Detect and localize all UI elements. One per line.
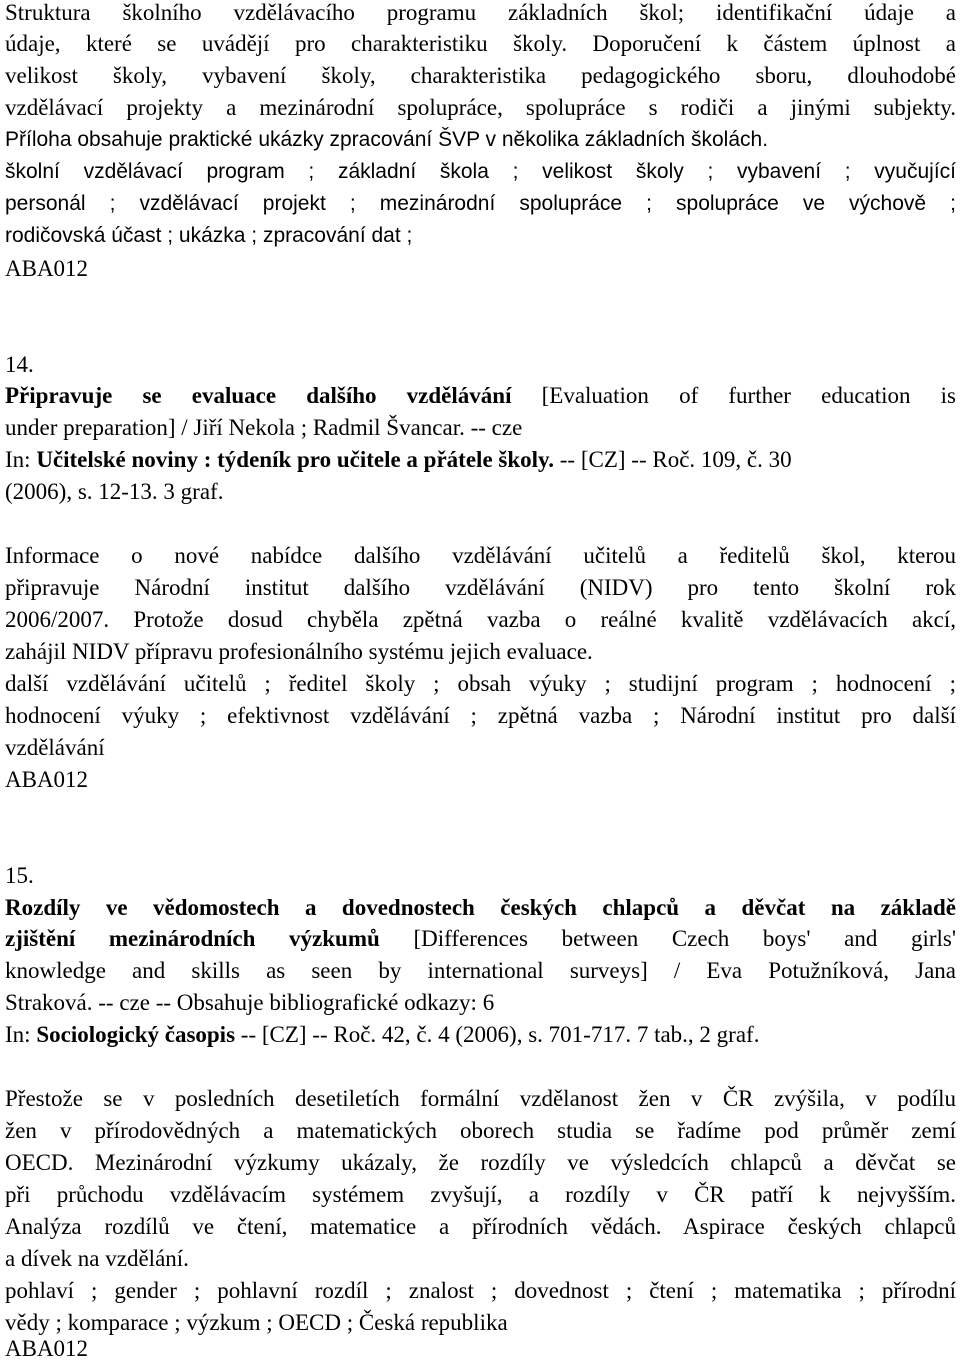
record-code: ABA012 <box>5 767 89 792</box>
keywords-line: vědy ; komparace ; výzkum ; OECD ; Česká republika <box>5 1310 508 1335</box>
abstract-line: při průchodu vzdělávacím systémem zvyšují, a rozdíly v ČR patří k nejvyšším. <box>5 1182 956 1207</box>
prev-abstract-line: Struktura školního vzdělávacího programu základních škol; identifikační údaje a <box>5 0 956 25</box>
record-title-line <box>5 380 956 412</box>
abstract-line: OECD. Mezinárodní výzkumy ukázaly, že rozdíly ve výsledcích chlapců a děvčat se <box>5 1150 956 1175</box>
journal-title: Sociologický časopis <box>36 1022 236 1047</box>
prev-keywords-line: personál ; vzdělávací projekt ; mezinárodní spolupráce ; spolupráce ve výchově ; <box>5 192 956 215</box>
prev-abstract-line: velikost školy, vybavení školy, charakteristika pedagogického sboru, dlouhodobé <box>5 63 956 88</box>
keywords-line: hodnocení výuky ; efektivnost vzdělávání ; zpětná vazba ; Národní institut pro další <box>5 703 956 728</box>
record-authors: under preparation] / Jiří Nekola ; Radmil Švancar. -- cze <box>5 415 523 440</box>
prev-keywords-line: školní vzdělávací program ; základní škola ; velikost školy ; vybavení ; vyučující <box>5 160 956 183</box>
abstract-line: připravuje Národní institut dalšího vzdělávání (NIDV) pro tento školní rok <box>5 575 956 600</box>
keywords-line: další vzdělávání učitelů ; ředitel školy ; obsah výuky ; studijní program ; hodnocení ; <box>5 671 956 696</box>
prev-code: ABA012 <box>5 256 89 281</box>
record-title: Připravuje se evaluace dalšího vzdělávání <box>5 383 512 408</box>
record-number: 15. <box>5 863 34 888</box>
record-authors-cont: Straková. -- cze -- Obsahuje bibliografické odkazy: 6 <box>5 990 495 1015</box>
record-authors: knowledge and skills as seen by international surveys] / Eva Potužníková, Jana <box>5 958 956 983</box>
abstract-line: Přestože se v posledních desetiletích formální vzdělanost žen v ČR zvýšila, v podílu <box>5 1086 956 1111</box>
record-title-cont: zjištění mezinárodních výzkumů <box>5 926 380 951</box>
journal-title: Učitelské noviny : týdeník pro učitele a přátele školy. <box>36 447 555 472</box>
abstract-line: 2006/2007. Protože dosud chyběla zpětná vazba o reálné kvalitě vzdělávacích akcí, <box>5 607 956 632</box>
abstract-line: a dívek na vzdělání. <box>5 1246 189 1271</box>
record-source: In: Sociologický časopis -- [CZ] -- Roč. 42, č. 4 (2006), s. 701-717. 7 tab., 2 graf. <box>5 1022 760 1047</box>
record-code: ABA012 <box>5 1336 89 1361</box>
keywords-line: vzdělávání <box>5 735 105 760</box>
record-english-title: [Evaluation of further education is <box>541 383 957 408</box>
record-source-pages: (2006), s. 12-13. 3 graf. <box>5 479 224 504</box>
abstract-line: Analýza rozdílů ve čtení, matematice a přírodních vědách. Aspirace českých chlapců <box>5 1214 956 1239</box>
abstract-line: žen v přírodovědných a matematických oborech studia se řadíme pod průměr zemí <box>5 1118 956 1143</box>
prev-abstract-line: údaje, které se uvádějí pro charakteristiku školy. Doporučení k částem úplnost a <box>5 31 956 56</box>
prev-keywords-line: rodičovská účast ; ukázka ; zpracování dat ; <box>5 224 413 247</box>
record-title: Rozdíly ve vědomostech a dovednostech českých chlapců a děvčat na základě <box>5 895 956 920</box>
record-number: 14. <box>5 352 34 377</box>
prev-appendix-note: Příloha obsahuje praktické ukázky zpracování ŠVP v několika základních školách. <box>5 128 769 151</box>
record-title-line <box>5 892 956 924</box>
abstract-line: zahájil NIDV přípravu profesionálního systému jejich evaluace. <box>5 639 593 664</box>
record-english-title: [Differences between Czech boys' and girls' <box>413 926 957 951</box>
abstract-line: Informace o nové nabídce dalšího vzdělávání učitelů a ředitelů škol, kterou <box>5 543 956 568</box>
record-source: In: Učitelské noviny : týdeník pro učitele a přátele školy. -- [CZ] -- Roč. 109, č. 30 <box>5 447 792 472</box>
keywords-line: pohlaví ; gender ; pohlavní rozdíl ; znalost ; dovednost ; čtení ; matematika ; přírodní <box>5 1278 956 1303</box>
record-title-line <box>5 923 956 955</box>
prev-abstract-line: vzdělávací projekty a mezinárodní spolupráce, spolupráce s rodiči a jinými subjekty. <box>5 95 956 120</box>
